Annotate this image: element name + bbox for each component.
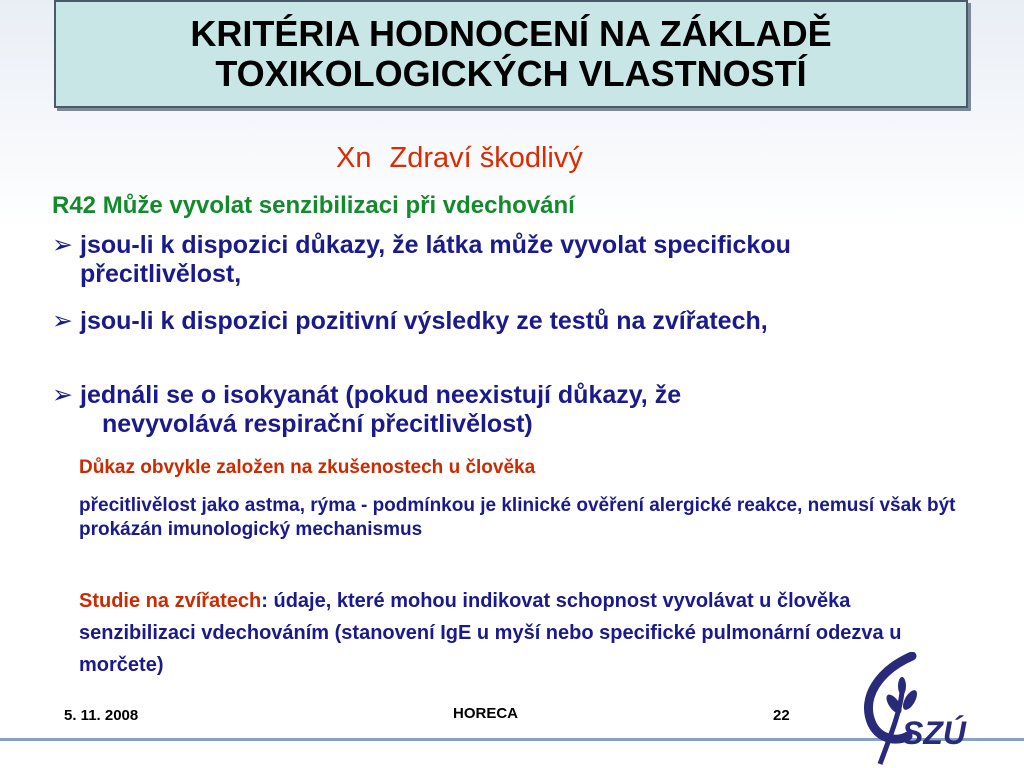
szu-logo-icon <box>850 652 980 768</box>
animal-studies-text: : údaje, které mohou indikovat schopnost vyvolávat u člověka senzibilizaci vdechováním (stanovení IgE u myší nebo specifické pulmonární odezva u morčete) <box>79 590 902 676</box>
animal-studies-note <box>79 585 959 681</box>
footer-date: 5. 11. 2008 <box>64 707 139 724</box>
hypersensitivity-note: přecitlivělost jako astma, rýma - podmínkou je klinické ověření alergické reakce, nemusí však být prokázán imunologický mechanismus <box>79 495 956 540</box>
bullet-text: jsou-li k dispozici důkazy, že látka může vyvolat specifickou přecitlivělost, <box>80 231 791 288</box>
hazard-code: Xn <box>336 142 372 174</box>
page-number: 22 <box>773 707 790 724</box>
footer-center-text: HORECA <box>453 705 519 722</box>
bullet-item <box>52 381 932 439</box>
risk-phrase-r42: R42 Může vyvolat senzibilizaci při vdechování <box>52 192 575 219</box>
bullet-item <box>52 231 932 289</box>
title-line-2: TOXIKOLOGICKÝCH VLASTNOSTÍ <box>215 53 807 94</box>
logo-text: SZÚ <box>902 715 966 751</box>
bullet-text-line-2: nevyvolává respirační přecitlivělost) <box>102 410 533 438</box>
arrow-bullet-icon: ➢ <box>52 307 73 335</box>
hazard-label: Zdraví škodlivý <box>389 142 583 174</box>
bullet-item <box>52 307 932 336</box>
slide-title <box>54 0 968 108</box>
bullet-text: jsou-li k dispozici pozitivní výsledky ze testů na zvířatech, <box>80 307 768 335</box>
arrow-bullet-icon: ➢ <box>52 381 73 409</box>
arrow-bullet-icon: ➢ <box>52 231 73 259</box>
hazard-subtitle <box>336 142 583 175</box>
evidence-note: Důkaz obvykle založen na zkušenostech u člověka <box>79 457 536 478</box>
animal-studies-label: Studie na zvířatech <box>79 590 262 612</box>
bullet-text-line-1: jednáli se o isokyanát (pokud neexistují důkazy, že <box>80 381 682 409</box>
title-line-1: KRITÉRIA HODNOCENÍ NA ZÁKLADĚ <box>190 13 832 54</box>
